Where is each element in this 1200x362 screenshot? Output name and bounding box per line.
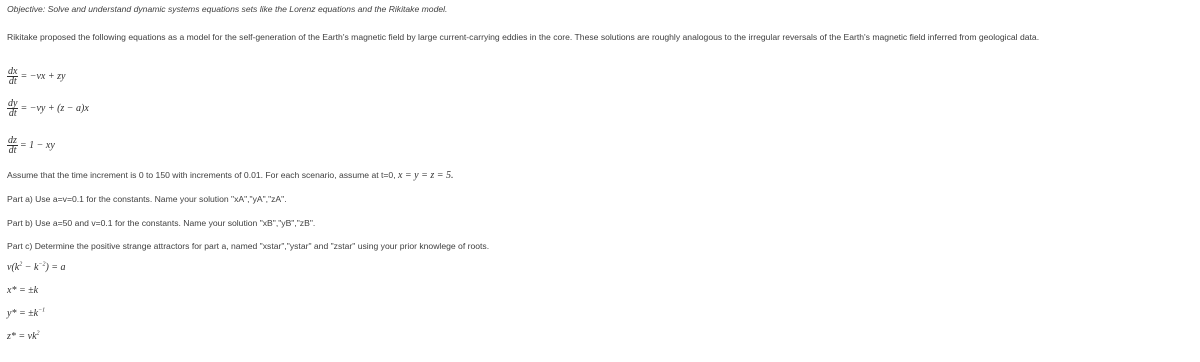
equation-dx [7, 67, 65, 86]
root-part: ν(k [7, 262, 20, 273]
root-equation-z [7, 331, 40, 342]
assumption-line [7, 170, 453, 181]
root-equation-k [7, 262, 66, 273]
root-part: z* = νk [7, 331, 37, 342]
fraction-dx-dt [7, 67, 18, 86]
equation-dz [7, 136, 55, 155]
part-c-text: Part c) Determine the positive strange attractors for part a, named "xstar","ystar" and "zstar" using your prior knowlege of roots. [7, 241, 490, 251]
objective-text: Objective: Solve and understand dynamic systems equations sets like the Lorenz equations and the Rikitake model. [7, 4, 448, 14]
fraction-dy-dt [7, 99, 18, 118]
root-equation-y [7, 308, 45, 319]
root-exponent: −2 [38, 261, 46, 268]
equation-rhs: = 1 − xy [19, 140, 55, 151]
fraction-dz-dt [7, 136, 18, 155]
fraction-denominator: dt [8, 145, 17, 156]
assumption-text: Assume that the time increment is 0 to 150 with increments of 0.01. For each scenario, assume at t=0, [7, 170, 396, 180]
fraction-numerator: dz [8, 135, 17, 146]
root-exponent: 2 [19, 261, 23, 268]
root-exponent: 2 [36, 330, 40, 337]
fraction-denominator: dt [8, 76, 17, 87]
intro-paragraph: Rikitake proposed the following equations as a model for the self-generation of the Earth's magnetic field by large current-carrying eddies in the core. These solutions are roughly analogous to the irregular reversals of the Earth's magnetic field inferred from geological data. [7, 32, 1040, 42]
root-exponent: −1 [38, 307, 46, 314]
fraction-denominator: dt [8, 108, 17, 119]
root-part: − k [22, 262, 39, 273]
root-equation-x: x* = ±k [7, 285, 39, 296]
fraction-numerator: dy [8, 98, 18, 109]
root-part: y* = ±k [7, 308, 39, 319]
root-part: ) = a [45, 262, 66, 273]
part-a-text: Part a) Use a=v=0.1 for the constants. Name your solution "xA","yA","zA". [7, 194, 287, 204]
part-b-text: Part b) Use a=50 and v=0.1 for the constants. Name your solution "xB","yB","zB". [7, 218, 316, 228]
equation-rhs: = −νx + zy [20, 71, 66, 82]
equation-rhs: = −νy + (z − a)x [20, 103, 89, 114]
fraction-numerator: dx [8, 66, 18, 77]
equation-dy [7, 99, 89, 118]
initial-condition-math: x = y = z = 5. [397, 170, 454, 181]
